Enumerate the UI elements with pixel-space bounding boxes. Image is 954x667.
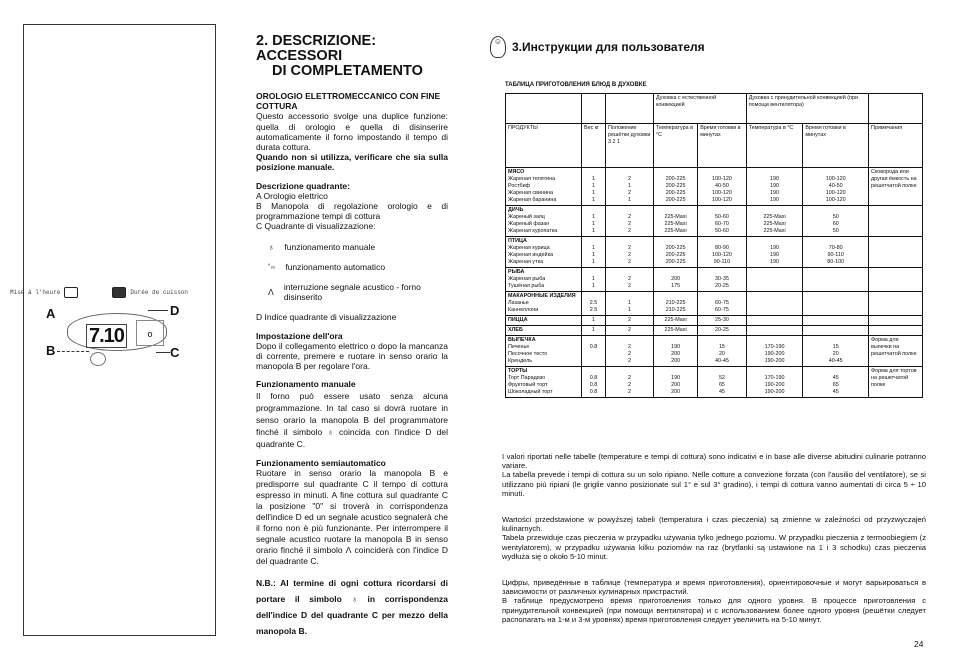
product-name: Печенье [508, 344, 530, 350]
dial-mark: o [147, 329, 153, 339]
cell-value: 2 [628, 259, 631, 265]
group-name: ТОРТЫ [508, 368, 528, 374]
cell-value: 190-200 [764, 382, 785, 388]
cell-value: 225-Maxi [763, 221, 786, 227]
cell-value: 20 [718, 351, 725, 357]
column-header: Примечания [869, 124, 923, 168]
product-name: Лазанье [508, 300, 529, 306]
desc-d: D Indice quadrante di visualizzazione [256, 312, 397, 323]
desc-a: A Orologio elettrico [256, 190, 328, 201]
product-name: Жареный фазан [508, 221, 550, 227]
cell-value: 50 [832, 214, 839, 220]
cell-value: 15 [718, 344, 725, 350]
cell-value: 60 [832, 221, 839, 227]
section-title-ru: ☺ 3.Инструкции для пользователя [490, 36, 925, 58]
note-cell [869, 268, 923, 292]
cell-value: 100-120 [825, 197, 846, 203]
cell-value: 225-Maxi [664, 317, 687, 323]
table-caption: ТАБЛИЦА ПРИГОТОВЛЕНИЯ БЛЮД В ДУХОВКЕ [505, 82, 647, 88]
product-name: Крендель [508, 358, 533, 364]
cell-value: 80-90 [715, 245, 729, 251]
column-header: Вес кг [582, 124, 606, 168]
cell-value: 200 [671, 276, 681, 282]
note-cell [869, 326, 923, 336]
manual-mode-heading: Funzionamento manuale [256, 379, 356, 390]
callout-c-line [156, 352, 170, 353]
cell-value: 190 [770, 183, 780, 189]
cell-value: 1 [592, 176, 595, 182]
cell-value: 0.8 [589, 375, 598, 381]
cell-value: 0.8 [589, 389, 598, 395]
table-group [506, 336, 923, 367]
table-group [506, 316, 923, 326]
polish-note: Wartości przedstawione w powyższej tabeli (temperatura i czas pieczenia) są zmienne w zależności od przyzwyczajeń kulinarnych. Tabela przewiduje czas pieczenia w przypadku używania tylko jednego poziomu. W przypadku pieczenia z termoobiegiem (z wentylatorem), w przypadku używania kilku poziomów na raz (brytfanki są ustawione na 1 i 3 schodku) czas pieczenia wydłuża się o około 5-10 minut. [502, 515, 926, 561]
cell-value: 45 [832, 389, 839, 395]
cell-value: 90-110 [713, 259, 731, 265]
cell-value: 2 [628, 214, 631, 220]
manual-symbol-icon: ♁ [268, 241, 275, 252]
cell-value: 2 [628, 327, 631, 333]
column-header: Время готовки в минутах [698, 124, 747, 168]
cell-value: 200-225 [665, 259, 686, 265]
cell-value: 1 [592, 228, 595, 234]
cell-value: 2.5 [589, 300, 598, 306]
callout-d-line [148, 310, 168, 311]
note-cell: Сковорода или другая ёмкость на решетчатой полке [869, 168, 923, 206]
product-name: Жареная телятина [508, 176, 556, 182]
cell-value: 210-225 [665, 300, 686, 306]
product-name: Каннеллони [508, 307, 539, 313]
cell-value: 25-30 [715, 317, 729, 323]
group-name: ДИЧЬ [508, 207, 524, 213]
cell-value: 1 [592, 259, 595, 265]
manual-mode-body: Il forno può essere usato senza alcuna programmazione. In tal caso si dovrà ruotare in senso orario la manopola B del programmatore finché il simbolo ♁ coincida con l'indice D del quadrante C. [256, 390, 448, 449]
product-name: Фруктовый торт [508, 382, 548, 388]
cell-value: 190 [770, 197, 780, 203]
cell-value: 190 [770, 259, 780, 265]
cell-value: 2 [628, 176, 631, 182]
cell-value: 100-120 [825, 190, 846, 196]
knob-b [90, 352, 106, 366]
note-cell: Форма для выпечки на решетчатой полке [869, 336, 923, 367]
cooking-duration-icon [112, 287, 126, 298]
cell-value: 2 [628, 245, 631, 251]
cell-value: 1 [592, 327, 595, 333]
callout-d: D [170, 303, 180, 318]
product-name: Жареная свинина [508, 190, 553, 196]
set-time-body: Dopo il collegamento elettrico o dopo la mancanza di corrente, premere e ruotare in senso orario la manopola B per regolare l'ora. [256, 340, 448, 372]
cell-value: 2 [628, 389, 631, 395]
cell-value: 80-100 [827, 259, 845, 265]
note-cell [869, 292, 923, 316]
product-name: Жареная куропатка [508, 228, 558, 234]
desc-b: B Manopola di regolazione orologio e di programmazione tempi di cottura [256, 201, 448, 222]
cell-value: 40-50 [828, 183, 843, 189]
column-header: Время готовки в минутах [803, 124, 869, 168]
cell-value: 1 [628, 183, 631, 189]
cell-value: 1 [592, 183, 595, 189]
cell-value: 2 [628, 344, 631, 350]
cell-value: 0.8 [589, 344, 598, 350]
forced-convection-header: Духовка с принудительной конвекцией (при помощи вентилятора) [746, 94, 868, 124]
product-name: Жареная рыба [508, 276, 546, 282]
column-header: Положение решётки духовки 3 2 1 [606, 124, 654, 168]
desc-c: C Quadrante di visualizzazione: [256, 221, 376, 232]
cell-value: 2 [628, 221, 631, 227]
cell-value: 90-110 [827, 252, 844, 258]
cell-value: 60-75 [715, 307, 729, 313]
column-header: Температура в °C [746, 124, 803, 168]
group-name: МАКАРОННЫЕ ИЗДЕЛИЯ [508, 293, 576, 299]
table-group [506, 237, 923, 268]
cell-value: 1 [628, 307, 631, 313]
cell-value: 1 [592, 276, 595, 282]
clock-icon [64, 287, 78, 298]
product-name: ХЛЕБ [508, 327, 523, 333]
cell-value: 40-50 [715, 183, 729, 189]
cell-value: 60-75 [715, 300, 729, 306]
group-name: РЫБА [508, 269, 525, 275]
semiauto-body: Ruotare in senso orario la manopola B e predisporre sul quadrante C il tempo di cottura espresso in minuti. A fine cottura sul quadrante C la posizione "0" si troverà in corrispondenza dell'indice D ed un segnale acustico segnalerà che il forno non è più funzionante. Per interrompere il segnale acustico ruotare la manopola B in senso orario finché il simbolo ᐱ coinciderà con l'indice D del quadrante C. [256, 467, 448, 566]
cell-value: 1 [628, 300, 631, 306]
cell-value: 15 [832, 344, 839, 350]
cell-value: 1 [592, 245, 595, 251]
cell-value: 225-Maxi [763, 228, 786, 234]
cell-value: 2 [628, 276, 631, 282]
cell-value: 190 [671, 344, 681, 350]
cell-value: 225-Maxi [664, 214, 687, 220]
cell-value: 45 [832, 375, 839, 381]
note-cell [869, 316, 923, 326]
cell-value: 2 [628, 382, 631, 388]
callout-b-line [57, 351, 89, 352]
product-name: Тушёная рыба [508, 283, 545, 289]
product-name: Жареная утка [508, 259, 544, 265]
callout-a: A [46, 306, 56, 321]
cell-value: 50-60 [715, 228, 729, 234]
product-name: Песочное тесто [508, 351, 548, 357]
page-number: 24 [914, 639, 924, 649]
symbol-manual: ♁ funzionamento manuale [268, 241, 376, 252]
table-group [506, 206, 923, 237]
cell-value: 190-200 [764, 358, 785, 364]
product-name: Торт Парадизо [508, 375, 546, 381]
cell-value: 2.5 [589, 307, 598, 313]
product-name: Ростбиф [508, 183, 531, 189]
cell-value: 52 [718, 375, 725, 381]
cell-value: 1 [592, 214, 595, 220]
auto-symbol-icon: °₃₀ [268, 263, 276, 270]
table-group [506, 367, 923, 398]
note-cell: Форма для тортов на решетчатой полке [869, 367, 923, 398]
cell-value: 2 [628, 358, 631, 364]
callout-b: B [46, 343, 56, 358]
cell-value: 100-120 [825, 176, 846, 182]
symbol-automatic: °₃₀ funzionamento automatico [268, 261, 386, 272]
cell-value: 1 [592, 317, 595, 323]
cell-value: 190-200 [764, 389, 785, 395]
timer-digits-display: 7.10 [86, 324, 127, 348]
duration-label: Durée de cuisson [130, 289, 189, 296]
table-group [506, 292, 923, 316]
dial-description-heading: Descrizione quadrante: [256, 180, 350, 191]
natural-convection-header: Духовка с естественной конвекцией [654, 94, 747, 124]
cell-value: 2 [628, 351, 631, 357]
cell-value: 45 [718, 389, 725, 395]
cell-value: 2 [628, 252, 631, 258]
cell-value: 190 [770, 245, 780, 251]
cell-value: 100-120 [712, 190, 732, 196]
cell-value: 1 [592, 252, 595, 258]
cell-value: 210-225 [665, 307, 686, 313]
set-time-label: Mise à l'heure [10, 289, 61, 296]
cell-value: 190 [770, 252, 780, 258]
section-title-it: 2. DESCRIZIONE: ACCESSORI DI COMPLETAMENTO [256, 33, 423, 79]
cell-value: 190 [770, 190, 780, 196]
table-group [506, 268, 923, 292]
clock-labels [10, 287, 210, 298]
cell-value: 40-45 [828, 358, 843, 364]
symbol-alarm-off: ᐱ interruzione segnale acustico - forno disinserito [268, 282, 421, 303]
cell-value: 175 [671, 283, 681, 289]
product-name: ПИЦЦА [508, 317, 528, 323]
nb-note: N.B.: Al termine di ogni cottura ricordarsi di portare il simbolo ♁ in corrispondenza dell'indice D del quadrante C per mezzo della manopola B. [256, 577, 448, 636]
note-cell [869, 237, 923, 268]
cell-value: 225-Maxi [664, 221, 687, 227]
product-name: Жареный заяц [508, 214, 545, 220]
cell-value: 200 [671, 351, 681, 357]
cell-value: 100-120 [712, 197, 732, 203]
product-name: Жареная курица [508, 245, 550, 251]
set-time-heading: Impostazione dell'ora [256, 330, 343, 341]
cell-value: 190 [770, 176, 780, 182]
cell-value: 20 [832, 351, 839, 357]
italian-note: I valori riportati nelle tabelle (temperature e tempi di cottura) sono indicativi e in base alle diverse abitudini culinarie potranno variare. La tabella prevede i tempi di cottura su un solo ripiano. Nelle cotture a convezione forzata (con l'ausilio del ventilatore), se si utilizzano più ripiani (le griglie vanno posizionate sul 1° e sul 3° gradino), i tempi di cottura vanno aumentati di circa 5 ÷ 10 minuti. [502, 452, 926, 498]
group-name: ПТИЦА [508, 238, 527, 244]
cell-value: 2 [628, 283, 631, 289]
cell-value: 2 [628, 190, 631, 196]
cell-value: 2 [628, 375, 631, 381]
product-name: Жареная индейка [508, 252, 554, 258]
cell-value: 100-120 [712, 176, 732, 182]
cell-value: 2 [628, 228, 631, 234]
timer-dial-window [136, 320, 164, 346]
cell-value: 20-25 [715, 283, 729, 289]
russian-column [493, 36, 925, 398]
manual-position-warning: Quando non si utilizza, verificare che sia sulla posizione manuale. [256, 152, 448, 173]
chef-icon: ☺ [490, 36, 506, 58]
cell-value: 190 [671, 375, 681, 381]
cell-value: 200-225 [665, 190, 686, 196]
cell-value: 225-Maxi [664, 327, 687, 333]
cell-value: 20-25 [715, 327, 729, 333]
column-header: ПРОДУКТЫ [506, 124, 582, 168]
cell-value: 65 [718, 382, 725, 388]
cell-value: 70-80 [828, 245, 843, 251]
column-header: Температура в °C [654, 124, 698, 168]
cell-value: 50 [832, 228, 839, 234]
cell-value: 1 [592, 283, 595, 289]
cell-value: 170-190 [764, 344, 785, 350]
cell-value: 1 [592, 197, 595, 203]
cell-value: 190-200 [764, 351, 785, 357]
table-group [506, 326, 923, 336]
cell-value: 1 [628, 197, 631, 203]
cell-value: 200 [671, 389, 681, 395]
cell-value: 100-120 [712, 252, 732, 258]
clock-heading: OROLOGIO ELETTROMECCANICO CON FINE COTTURA [256, 91, 441, 112]
group-name: МЯСО [508, 169, 525, 175]
product-name: Шоколадный торт [508, 389, 553, 395]
cell-value: 50-60 [715, 214, 729, 220]
product-name: Жареная баранина [508, 197, 557, 203]
cell-value: 200-225 [665, 176, 686, 182]
clock-description: Questo accessorio svolge una duplice funzione: quella di orologio e quella di disinserire automaticamente il forno impostando il tempo di durata cottura. [256, 111, 448, 153]
group-name: ВЫПЕЧКА [508, 337, 536, 343]
cell-value: 200-225 [665, 183, 686, 189]
cell-value: 200-225 [665, 197, 686, 203]
cell-value: 170-190 [764, 375, 785, 381]
cell-value: 200 [671, 382, 681, 388]
table-group [506, 168, 923, 206]
cell-value: 1 [592, 221, 595, 227]
cell-value: 0.8 [589, 382, 598, 388]
cell-value: 30-35 [715, 276, 729, 282]
bell-symbol-icon: ᐱ [268, 287, 274, 298]
cell-value: 200 [671, 358, 681, 364]
cell-value: 65 [832, 382, 839, 388]
callout-c: C [170, 345, 180, 360]
cell-value: 1 [592, 190, 595, 196]
semiauto-heading: Funzionamento semiautomatico [256, 457, 386, 468]
cell-value: 60-70 [715, 221, 729, 227]
italian-column [248, 34, 448, 647]
cell-value: 200-225 [665, 252, 686, 258]
cell-value: 2 [628, 317, 631, 323]
cell-value: 225-Maxi [664, 228, 687, 234]
russian-note: Цифры, приведённые в таблице (температура и время приготовления), ориентировочные и могут варьироваться в зависимости от различных кулинарных пристрастий. В таблице предусмотрено время приготовления только для одного уровня. В процессе приготовления с принудительной конвекцией (при помощи вентилятора) и с использованием более одного уровня (решётки следует располагать на 1-м и 3-м уровнях) время приготовления следует увеличить на 5-10 минут. [502, 578, 926, 624]
cooking-table [505, 93, 923, 398]
cell-value: 200-225 [665, 245, 686, 251]
note-cell [869, 206, 923, 237]
cell-value: 225-Maxi [763, 214, 786, 220]
cell-value: 40-45 [715, 358, 729, 364]
